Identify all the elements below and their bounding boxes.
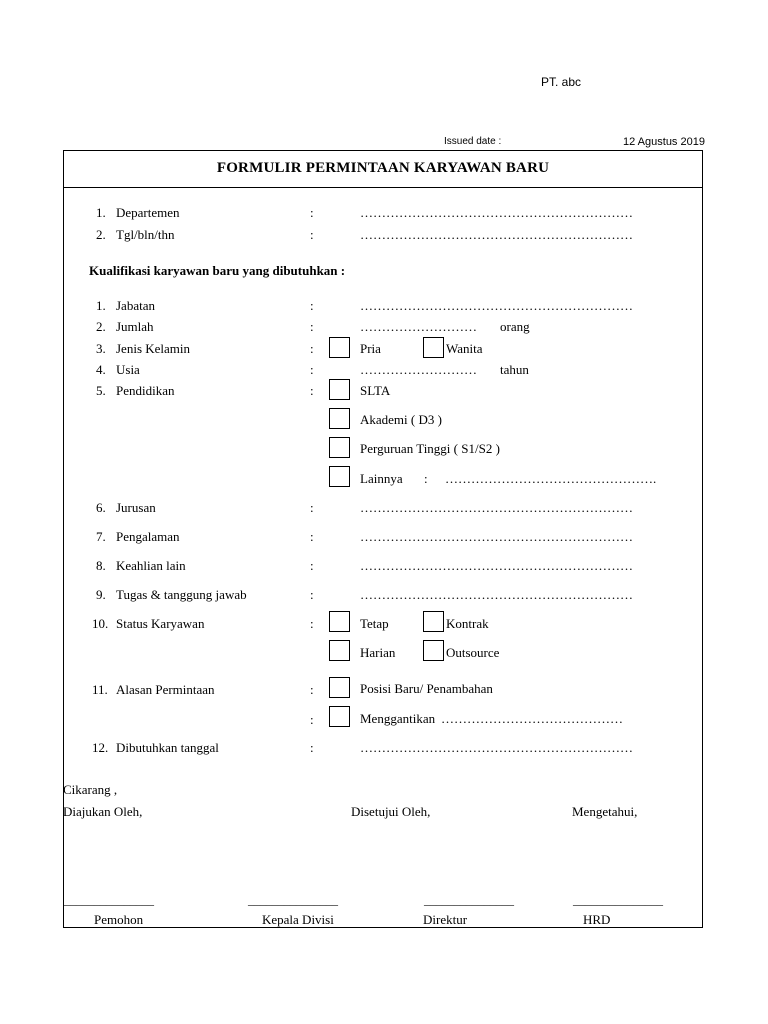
checkbox-wanita[interactable] xyxy=(423,337,444,358)
item-label-status: Status Karyawan xyxy=(116,616,205,631)
colon: : xyxy=(310,587,314,602)
item-label-tgl: Tgl/bln/thn xyxy=(116,227,175,242)
item-label-pengalaman: Pengalaman xyxy=(116,529,180,544)
colon: : xyxy=(310,529,314,544)
item-label-alasan: Alasan Permintaan xyxy=(116,682,215,697)
signature-line-kepala-divisi: _______________ xyxy=(248,893,338,907)
jabatan-field[interactable]: ……………………………………………………… xyxy=(360,298,633,313)
option-wanita: Wanita xyxy=(446,341,483,356)
item-label-jumlah: Jumlah xyxy=(116,319,154,334)
issued-date-value: 12 Agustus 2019 xyxy=(623,136,705,148)
colon: : xyxy=(310,712,314,727)
signature-line-direktur: _______________ xyxy=(424,893,514,907)
item-label-pendidikan: Pendidikan xyxy=(116,383,175,398)
departemen-field[interactable]: ……………………………………………………… xyxy=(360,205,633,220)
colon: : xyxy=(310,682,314,697)
colon: : xyxy=(310,205,314,220)
checkbox-akademi[interactable] xyxy=(329,408,350,429)
colon: : xyxy=(310,740,314,755)
submitted-by-label: Diajukan Oleh, xyxy=(63,804,143,819)
item-num: 11. xyxy=(92,682,108,697)
item-num: 2. xyxy=(96,227,106,242)
item-num: 2. xyxy=(96,319,106,334)
option-outsource: Outsource xyxy=(446,645,500,660)
form-title-row xyxy=(63,150,703,188)
usia-field[interactable]: ……………………… xyxy=(360,362,477,377)
colon: : xyxy=(310,558,314,573)
option-posisi-baru: Posisi Baru/ Penambahan xyxy=(360,681,493,696)
jumlah-field[interactable]: ……………………… xyxy=(360,319,477,334)
item-num: 3. xyxy=(96,341,106,356)
item-num: 7. xyxy=(96,529,106,544)
checkbox-perguruan-tinggi[interactable] xyxy=(329,437,350,458)
item-label-jurusan: Jurusan xyxy=(116,500,156,515)
colon: : xyxy=(310,298,314,313)
dibutuhkan-field[interactable]: ……………………………………………………… xyxy=(360,740,633,755)
section-heading: Kualifikasi karyawan baru yang dibutuhkan : xyxy=(89,263,346,278)
item-label-departemen: Departemen xyxy=(116,205,180,220)
item-label-jenis-kelamin: Jenis Kelamin xyxy=(116,341,191,356)
place-label: Cikarang , xyxy=(63,782,118,797)
option-menggantikan: Menggantikan xyxy=(360,711,436,726)
colon: : xyxy=(424,471,428,486)
option-slta: SLTA xyxy=(360,383,391,398)
checkbox-pria[interactable] xyxy=(329,337,350,358)
role-hrd: HRD xyxy=(583,912,611,927)
item-num: 5. xyxy=(96,383,106,398)
colon: : xyxy=(310,383,314,398)
colon: : xyxy=(310,616,314,631)
menggantikan-field[interactable]: …………………………………… xyxy=(441,711,623,726)
checkbox-slta[interactable] xyxy=(329,379,350,400)
option-lainnya: Lainnya xyxy=(360,471,403,486)
keahlian-field[interactable]: ……………………………………………………… xyxy=(360,558,633,573)
colon: : xyxy=(310,341,314,356)
colon: : xyxy=(310,362,314,377)
colon: : xyxy=(310,319,314,334)
tugas-field[interactable]: ……………………………………………………… xyxy=(360,587,633,602)
form-title: FORMULIR PERMINTAAN KARYAWAN BARU xyxy=(216,160,550,176)
checkbox-kontrak[interactable] xyxy=(423,611,444,632)
option-harian: Harian xyxy=(360,645,396,660)
option-kontrak: Kontrak xyxy=(446,616,489,631)
signature-line-pemohon: _______________ xyxy=(64,893,154,907)
item-num: 1. xyxy=(96,298,106,313)
item-num: 9. xyxy=(96,587,106,602)
colon: : xyxy=(310,227,314,242)
item-label-jabatan: Jabatan xyxy=(116,298,155,313)
option-perguruan-tinggi: Perguruan Tinggi ( S1/S2 ) xyxy=(360,441,500,456)
signature-line-hrd: _______________ xyxy=(573,893,663,907)
item-num: 1. xyxy=(96,205,106,220)
role-pemohon: Pemohon xyxy=(94,912,144,927)
item-num: 12. xyxy=(92,740,109,755)
item-num: 10. xyxy=(92,616,109,631)
jurusan-field[interactable]: ……………………………………………………… xyxy=(360,500,633,515)
checkbox-menggantikan[interactable] xyxy=(329,706,350,727)
item-label-tugas: Tugas & tanggung jawab xyxy=(116,587,247,602)
role-kepala-divisi: Kepala Divisi xyxy=(262,912,334,927)
checkbox-posisi-baru[interactable] xyxy=(329,677,350,698)
company-name: PT. abc xyxy=(541,75,582,89)
checkbox-lainnya[interactable] xyxy=(329,466,350,487)
acknowledged-by-label: Mengetahui, xyxy=(572,804,638,819)
jumlah-unit: orang xyxy=(500,319,530,334)
role-direktur: Direktur xyxy=(423,912,468,927)
item-label-keahlian: Keahlian lain xyxy=(116,558,186,573)
item-num: 6. xyxy=(96,500,106,515)
item-label-usia: Usia xyxy=(116,362,140,377)
issued-date-label: Issued date : xyxy=(444,136,502,147)
item-label-dibutuhkan: Dibutuhkan tanggal xyxy=(116,740,219,755)
tgl-field[interactable]: ……………………………………………………… xyxy=(360,227,633,242)
option-tetap: Tetap xyxy=(360,616,389,631)
checkbox-outsource[interactable] xyxy=(423,640,444,661)
approved-by-label: Disetujui Oleh, xyxy=(351,804,431,819)
checkbox-harian[interactable] xyxy=(329,640,350,661)
pengalaman-field[interactable]: ……………………………………………………… xyxy=(360,529,633,544)
option-pria: Pria xyxy=(360,341,381,356)
lainnya-field[interactable]: …………………………………………. xyxy=(445,471,657,486)
usia-unit: tahun xyxy=(500,362,529,377)
checkbox-tetap[interactable] xyxy=(329,611,350,632)
item-num: 8. xyxy=(96,558,106,573)
item-num: 4. xyxy=(96,362,106,377)
colon: : xyxy=(310,500,314,515)
option-akademi: Akademi ( D3 ) xyxy=(360,412,442,427)
